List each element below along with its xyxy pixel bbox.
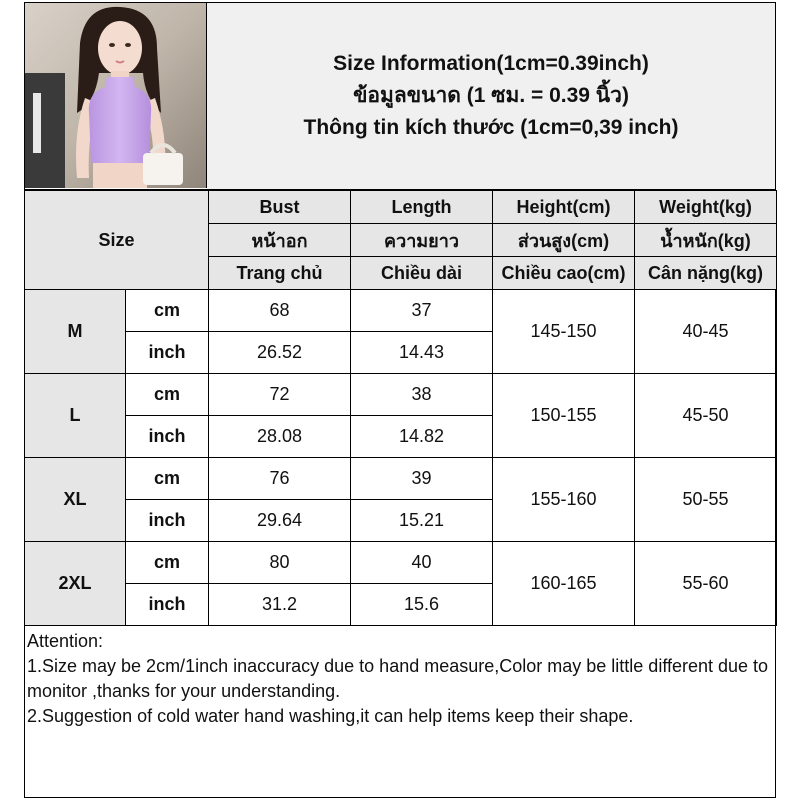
unit-cm: cm [126,458,209,500]
weight-m: 40-45 [635,290,777,374]
size-title: Size [25,191,209,290]
col-header-length-en: Length [351,191,493,224]
attention-note-1: 1.Size may be 2cm/1inch inaccuracy due to hand measure,Color may be little different due to monitor ,thanks for your understanding. [27,656,769,701]
table-row [25,458,777,500]
attention-note-2: 2.Suggestion of cold water hand washing,it can help items keep their shape. [27,706,634,726]
col-header-bust-en: Bust [209,191,351,224]
size-table [24,190,777,626]
size-label-xl: XL [25,458,126,542]
bust-cm-l: 72 [209,374,351,416]
bust-cm-m: 68 [209,290,351,332]
unit-inch: inch [126,416,209,458]
col-header-length-vi: Chiều dài [351,257,493,290]
bust-cm-2xl: 80 [209,542,351,584]
length-cm-m: 37 [351,290,493,332]
length-cm-xl: 39 [351,458,493,500]
height-xl: 155-160 [493,458,635,542]
bust-inch-m: 26.52 [209,332,351,374]
height-l: 150-155 [493,374,635,458]
unit-cm: cm [126,542,209,584]
attention-title: Attention: [27,631,104,651]
header-title-th: ข้อมูลขนาด (1 ซม. = 0.39 นิ้ว) [353,84,629,107]
height-2xl: 160-165 [493,542,635,626]
height-m: 145-150 [493,290,635,374]
attention-notes [27,629,772,729]
bust-inch-l: 28.08 [209,416,351,458]
model-illustration [25,3,206,188]
size-info-header [207,3,775,189]
header-title-en: Size Information(1cm=0.39inch) [333,52,649,75]
unit-cm: cm [126,290,209,332]
length-cm-2xl: 40 [351,542,493,584]
col-header-length-th: ความยาว [351,224,493,257]
unit-inch: inch [126,584,209,626]
length-cm-l: 38 [351,374,493,416]
col-header-height-th: ส่วนสูง(cm) [493,224,635,257]
col-header-height-vi: Chiều cao(cm) [493,257,635,290]
weight-l: 45-50 [635,374,777,458]
col-header-weight-th: น้ำหนัก(kg) [635,224,777,257]
table-row [25,374,777,416]
length-inch-m: 14.43 [351,332,493,374]
length-inch-xl: 15.21 [351,500,493,542]
col-header-height-en: Height(cm) [493,191,635,224]
length-inch-2xl: 15.6 [351,584,493,626]
size-label-2xl: 2XL [25,542,126,626]
unit-inch: inch [126,332,209,374]
length-inch-l: 14.82 [351,416,493,458]
weight-xl: 50-55 [635,458,777,542]
bust-inch-xl: 29.64 [209,500,351,542]
table-row [25,542,777,584]
unit-cm: cm [126,374,209,416]
size-label-l: L [25,374,126,458]
size-label-m: M [25,290,126,374]
bust-cm-xl: 76 [209,458,351,500]
col-header-bust-vi: Trang chủ [209,257,351,290]
header-title-vi: Thông tin kích thước (1cm=0,39 inch) [303,116,679,139]
unit-inch: inch [126,500,209,542]
weight-2xl: 55-60 [635,542,777,626]
bust-inch-2xl: 31.2 [209,584,351,626]
col-header-bust-th: หน้าอก [209,224,351,257]
table-row [25,290,777,332]
product-photo [25,3,207,188]
col-header-weight-en: Weight(kg) [635,191,777,224]
col-header-weight-vi: Cân nặng(kg) [635,257,777,290]
